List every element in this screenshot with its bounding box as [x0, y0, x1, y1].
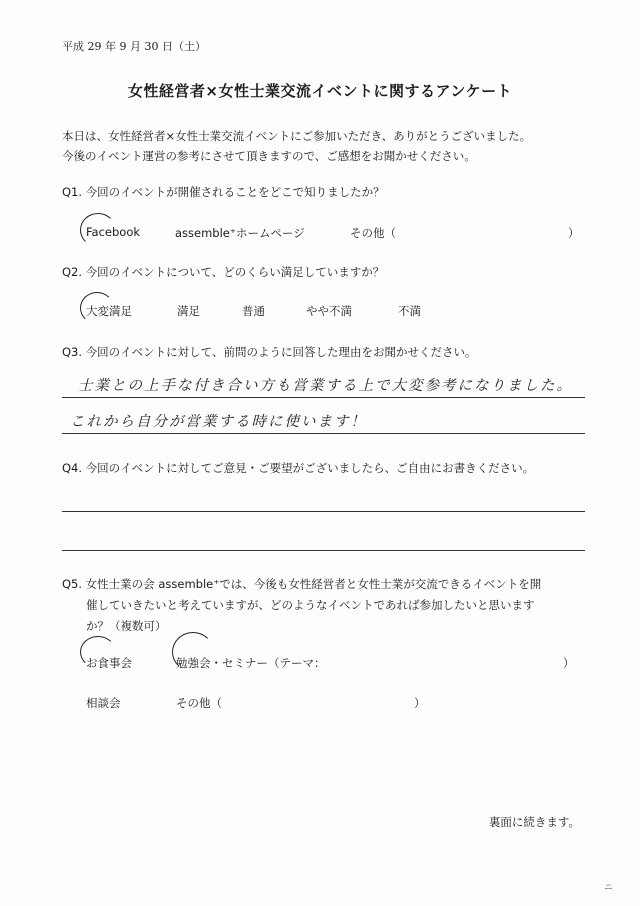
- q5-question-line-3: か？（複数可）: [86, 619, 167, 633]
- q2-option-neutral[interactable]: 普通: [242, 304, 265, 318]
- q4-answer-line-2[interactable]: [62, 550, 585, 551]
- q4-answer-line-1[interactable]: [62, 511, 585, 512]
- q5-option-other[interactable]: その他（: [176, 696, 222, 710]
- q2-question: Q2. 今回のイベントについて、どのくらい満足していますか？: [62, 265, 385, 279]
- q5-option-other-close: ）: [414, 696, 426, 710]
- survey-date: 平成 29 年 9 月 30 日（土）: [62, 40, 206, 53]
- q4-question: Q4. 今回のイベントに対してご意見・ご要望がございましたら、ご自由にお書きください。: [62, 461, 535, 475]
- q3-answer-line-2: [62, 433, 585, 434]
- intro-line-1: 本日は、女性経営者×女性士業交流イベントにご参加いただき、ありがとうございました。: [62, 129, 532, 143]
- survey-title: 女性経営者×女性士業交流イベントに関するアンケート: [127, 82, 513, 100]
- page-mark: ニ: [604, 883, 614, 893]
- q5-option-consultation[interactable]: 相談会: [86, 696, 121, 710]
- q1-question: Q1. 今回のイベントが開催されることをどこで知りましたか？: [62, 185, 385, 199]
- q1-option-other[interactable]: その他（: [350, 226, 396, 240]
- q3-handwritten-answer-1: 士業との上手な付き合い方も営業する上で大変参考になりました。: [78, 378, 573, 394]
- q5-option-seminar[interactable]: 勉強会・セミナー（テーマ：: [176, 656, 326, 670]
- q1-option-homepage[interactable]: assemble⁺ホームページ: [175, 226, 305, 240]
- q2-option-very-satisfied[interactable]: 大変満足: [86, 304, 132, 318]
- q2-option-somewhat-dissatisfied[interactable]: やや不満: [306, 304, 352, 318]
- intro-line-2: 今後のイベント運営の参考にさせて頂きますので、ご感想をお聞かせください。: [62, 149, 476, 163]
- q5-question-line-1: Q5. 女性士業の会 assemble⁺では、今後も女性経営者と女性士業が交流できるイベントを開: [62, 577, 542, 591]
- q2-option-dissatisfied[interactable]: 不満: [398, 304, 421, 318]
- q3-answer-line-1: [62, 397, 585, 398]
- q5-question-line-2: 催していきたいと考えていますが、どのようなイベントであれば参加したいと思います: [86, 598, 535, 612]
- q2-option-satisfied[interactable]: 満足: [177, 304, 200, 318]
- q1-option-facebook[interactable]: Facebook: [86, 225, 141, 239]
- q1-option-other-close: ）: [568, 226, 580, 240]
- q5-option-seminar-close: ）: [563, 656, 575, 670]
- q5-option-dinner[interactable]: お食事会: [86, 656, 132, 670]
- q3-question: Q3. 今回のイベントに対して、前問のように回答した理由をお聞かせください。: [62, 345, 477, 359]
- continue-note: 裏面に続きます。: [488, 815, 580, 829]
- q3-handwritten-answer-2: これから自分が営業する時に使います！: [70, 414, 367, 430]
- q1-selection-circle: [80, 213, 116, 247]
